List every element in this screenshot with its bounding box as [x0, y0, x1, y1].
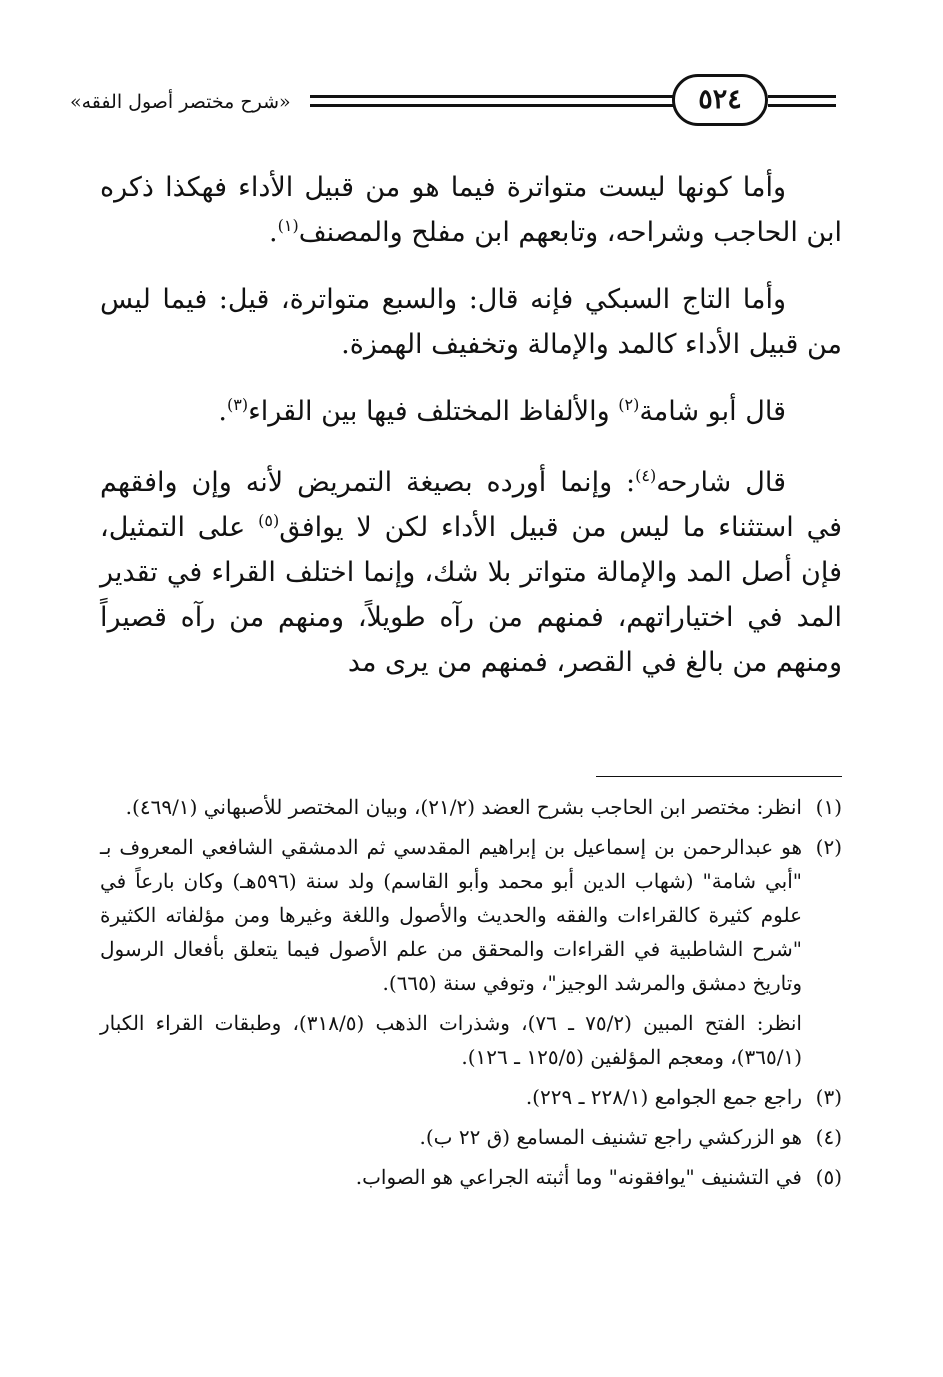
footnote-text: هو عبدالرحمن بن إسماعيل بن إبراهيم المقدسي ثم الدمشقي الشافعي المعروف بـ "أبي شامة" (شهاب الدين أبو محمد وأبو القاسم) ولد سنة (٥٩٦هـ) وكان بارعاً في علوم كثيرة كالقراءات والفقه والحديث والأصول واللغة وغيرها ومن مؤلفاته الكثيرة "شرح الشاطبية في القراءات والمحقق من علم الأصول فيما يتعلق بأفعال الرسول وتاريخ دمشق والمرشد الوجيز"، وتوفي سنة (٦٦٥). — [100, 835, 803, 995]
footnote — [100, 790, 842, 824]
paragraph-text: وأما كونها ليست متواترة فيما هو من قبيل الأداء فهكذا ذكره ابن الحاجب وشراحه، وتابعهم ابن مفلح والمصنف — [100, 172, 842, 248]
paragraph-text: وأما التاج السبكي فإنه قال: والسبع متواترة، قيل: فيما ليس من قبيل الأداء كالمد والإمالة وتخفيف الهمزة. — [100, 284, 842, 360]
footnote-number: (٢) — [815, 835, 842, 859]
header-double-rule-right — [768, 95, 836, 107]
paragraph-text: على التمثيل، فإن أصل المد والإمالة متواتر بلا شك، وإنما اختلف القراء في تقدير المد في اختياراتهم، فمنهم من رآه طويلاً، ومنهم من رآه قصيراً ومنهم من بالغ في القصر، فمنهم من يرى مد — [100, 512, 842, 678]
main-text — [100, 165, 842, 707]
footnote-ref[interactable]: (٤) — [635, 466, 657, 485]
paragraph-text: قال شارحه — [656, 467, 786, 498]
footnote-text: انظر: مختصر ابن الحاجب بشرح العضد (٢١/٢)، وبيان المختصر للأصبهاني (٤٦٩/١). — [125, 795, 802, 819]
paragraph-tail: . — [218, 396, 227, 427]
footnote-ref[interactable]: (٢) — [618, 395, 640, 414]
footnote — [100, 830, 842, 1000]
footnote-ref[interactable]: (١) — [277, 216, 299, 235]
paragraph-tail: . — [269, 217, 278, 248]
footnote-text: راجع جمع الجوامع (٢٢٨/١ ـ ٢٢٩). — [525, 1085, 802, 1109]
footnote-continuation: انظر: الفتح المبين (٧٥/٢ ـ ٧٦)، وشذرات الذهب (٣١٨/٥)، وطبقات القراء الكبار (٣٦٥/١)، ومعجم المؤلفين (١٢٥/٥ ـ ١٢٦). — [100, 1011, 802, 1069]
footnote — [100, 1120, 842, 1154]
footnote-number: (٤) — [815, 1125, 842, 1149]
running-title: «شرح مختصر أصول الفقه» — [70, 91, 291, 113]
paragraph-text: قال أبو شامة — [639, 396, 786, 427]
header-double-rule-left — [310, 95, 673, 107]
paragraph-text: والألفاظ المختلف فيها بين القراء — [248, 396, 619, 427]
footnote — [100, 1080, 842, 1114]
paragraph — [100, 277, 842, 367]
footnote-divider — [596, 776, 842, 777]
footnote-number: (١) — [815, 795, 842, 819]
footnote-ref[interactable]: (٣) — [226, 395, 249, 414]
paragraph — [100, 389, 842, 434]
footnote-ref[interactable]: (٥) — [258, 511, 280, 530]
footnote-text: في التشنيف "يوافقونه" وما أثبته الجراعي هو الصواب. — [355, 1165, 802, 1189]
paragraph-text: : وإنما أورده بصيغة التمريض لأنه وإن وافقهم في استثناء ما ليس من قبيل الأداء لكن لا يوافق — [100, 467, 842, 543]
page-number: ٥٢٤ — [672, 74, 768, 126]
footnote-number: (٥) — [815, 1165, 842, 1189]
paragraph — [100, 165, 842, 255]
page-header — [0, 0, 943, 150]
paragraph — [100, 460, 842, 685]
footnote — [100, 1160, 842, 1194]
footnote-text: هو الزركشي راجع تشنيف المسامع (ق ٢٢ ب). — [419, 1125, 802, 1149]
footnotes — [100, 790, 842, 1200]
footnote-number: (٣) — [815, 1085, 842, 1109]
